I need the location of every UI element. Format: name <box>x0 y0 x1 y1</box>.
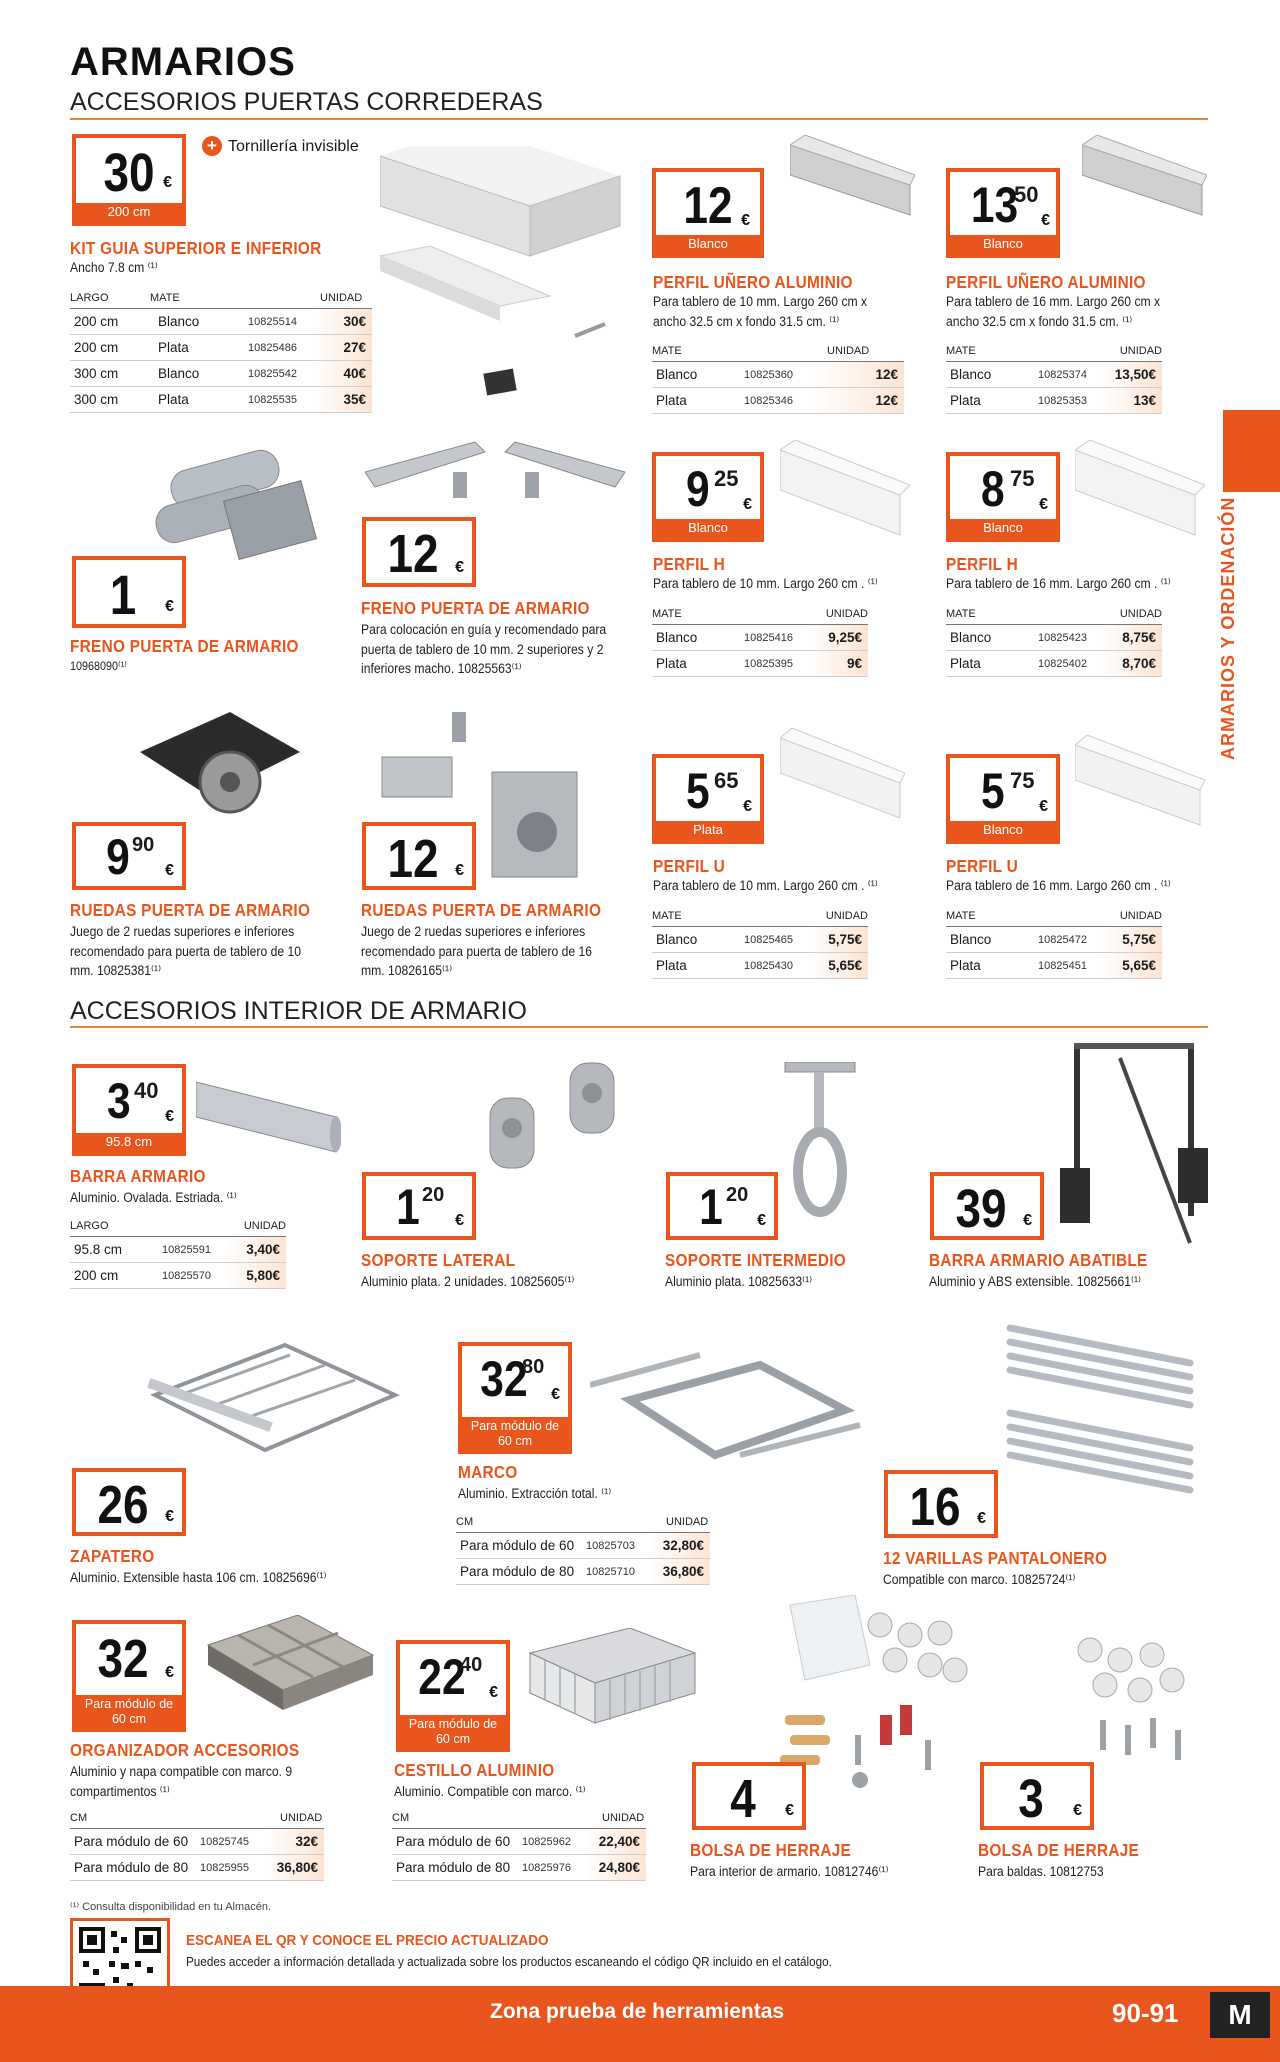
table-perfil-h-10: MATE UNIDAD Blanco 10825416 9,25€ Plata 10825395 9€ <box>652 608 868 677</box>
price-tag-zapatero: 26 € <box>72 1468 186 1536</box>
table-row: Blanco 10825374 13,50€ <box>946 362 1162 388</box>
product-title-varillas: 12 VARILLAS PANTALONERO <box>883 1548 1108 1568</box>
product-desc-perfil-u-10: Para tablero de 10 mm. Largo 260 cm . ⁽¹⁾ <box>653 878 878 893</box>
product-title-cestillo: CESTILLO ALUMINIO <box>394 1760 555 1780</box>
product-title-perfil-unero-10: PERFIL UÑERO ALUMINIO <box>653 272 853 292</box>
badge-tornilleria: Tornillería invisible <box>228 138 359 155</box>
qr-title: ESCANEA EL QR Y CONOCE EL PRECIO ACTUALIZADO <box>186 1932 549 1949</box>
product-desc-varillas: Compatible con marco. 10825724⁽¹⁾ <box>883 1572 1076 1587</box>
table-perfil-u-10: MATE UNIDAD Blanco 10825465 5,75€ Plata 10825430 5,65€ <box>652 910 868 979</box>
page-title: ARMARIOS <box>70 40 296 84</box>
freno-pair-image <box>365 432 635 512</box>
table-row: Plata 10825402 8,70€ <box>946 651 1162 677</box>
table-row: 95.8 cm 10825591 3,40€ <box>70 1237 286 1263</box>
table-row: Plata 10825346 12€ <box>652 388 904 414</box>
product-desc-bolsa-interior: Para interior de armario. 10812746⁽¹⁾ <box>690 1864 889 1879</box>
perfil-unero-image <box>790 135 915 230</box>
table-row: Plata 10825395 9€ <box>652 651 868 677</box>
marco-image <box>590 1345 870 1475</box>
product-desc-marco: Aluminio. Extracción total. ⁽¹⁾ <box>458 1486 612 1501</box>
product-title-soporte-intermedio: SOPORTE INTERMEDIO <box>665 1250 847 1270</box>
table-row: Para módulo de 60 10825962 22,40€ <box>392 1829 646 1855</box>
product-title-perfil-u-10: PERFIL U <box>653 856 725 876</box>
price-tag-freno-12: 12 € <box>362 517 476 587</box>
table-perfil-unero-10: MATE UNIDAD Blanco 10825360 12€ Plata 10825346 12€ <box>652 345 904 414</box>
table-perfil-h-16: MATE UNIDAD Blanco 10825423 8,75€ Plata 10825402 8,70€ <box>946 608 1162 677</box>
perfil-unero-16-image <box>1082 135 1207 230</box>
soporte-intermedio-image <box>780 1062 870 1222</box>
price-tag-bolsa-interior: 4 € <box>692 1762 806 1830</box>
product-title-freno-1: FRENO PUERTA DE ARMARIO <box>70 636 299 656</box>
product-desc-cestillo: Aluminio. Compatible con marco. ⁽¹⁾ <box>394 1784 586 1799</box>
section-title-correderas: ACCESORIOS PUERTAS CORREDERAS <box>70 88 543 116</box>
price-tag-soporte-intermedio: 1 20 € <box>666 1172 778 1240</box>
zapatero-image <box>135 1335 405 1485</box>
product-desc-organizador: Aluminio y napa compatible con marco. 9 compartimentos ⁽¹⁾ <box>70 1764 293 1799</box>
price-tag-soporte-lateral: 1 20 € <box>362 1172 476 1240</box>
product-desc-perfil-unero-16: Para tablero de 16 mm. Largo 260 cm x ancho 32.5 cm x fondo 31.5 cm. ⁽¹⁾ <box>946 294 1161 329</box>
product-title-perfil-unero-16: PERFIL UÑERO ALUMINIO <box>946 272 1146 292</box>
product-title-marco: MARCO <box>458 1462 518 1482</box>
table-row: Plata 10825430 5,65€ <box>652 953 868 979</box>
price-tag-freno-1: 1 € <box>72 556 186 628</box>
product-desc-perfil-h-10: Para tablero de 10 mm. Largo 260 cm . ⁽¹⁾ <box>653 576 878 591</box>
section-divider <box>70 118 1208 120</box>
product-desc-zapatero: Aluminio. Extensible hasta 106 cm. 10825696⁽¹⁾ <box>70 1570 327 1585</box>
product-title-organizador: ORGANIZADOR ACCESORIOS <box>70 1740 300 1760</box>
side-label: ARMARIOS Y ORDENACIÓN <box>1218 496 1238 760</box>
brand-logo: M <box>1210 1992 1270 2038</box>
cestillo-image <box>520 1628 700 1728</box>
side-tab <box>1223 410 1280 492</box>
table-marco: CM UNIDAD Para módulo de 60 10825703 32,80€ Para módulo de 80 10825710 36,80€ <box>456 1516 710 1585</box>
section-title-interior: ACCESORIOS INTERIOR DE ARMARIO <box>70 997 528 1025</box>
table-row: Plata 10825451 5,65€ <box>946 953 1162 979</box>
price-tag-perfil-unero-10: 12 € Blanco <box>652 168 764 258</box>
table-kit-guia: LARGO MATE UNIDAD 200 cm Blanco 10825514 30€ 200 cm Plata 10825486 27€ 300 cm Blanco 10825542 40€ 300 cm Plata 10825535 35€ <box>70 292 372 413</box>
table-perfil-unero-16: MATE UNIDAD Blanco 10825374 13,50€ Plata 10825353 13€ <box>946 345 1162 414</box>
table-row: Para módulo de 60 10825703 32,80€ <box>456 1533 710 1559</box>
product-desc-barra-armario: Aluminio. Ovalada. Estriada. ⁽¹⁾ <box>70 1190 237 1205</box>
product-desc-freno-1: 10968090⁽¹⁾ <box>70 659 127 673</box>
product-title-perfil-h-16: PERFIL H <box>946 554 1018 574</box>
barra-abatible-image <box>1060 1038 1210 1248</box>
product-title-freno-12: FRENO PUERTA DE ARMARIO <box>361 598 590 618</box>
product-desc-soporte-lateral: Aluminio plata. 2 unidades. 10825605⁽¹⁾ <box>361 1274 575 1289</box>
price-tag-ruedas-16: 12 € <box>362 822 476 890</box>
product-title-ruedas-10: RUEDAS PUERTA DE ARMARIO <box>70 900 311 920</box>
perfil-h-image <box>780 440 910 540</box>
footer-bar <box>0 1986 1280 2062</box>
product-desc-kit-guia: Ancho 7.8 cm ⁽¹⁾ <box>70 260 158 275</box>
price-tag-barra-abatible: 39 € <box>930 1172 1044 1240</box>
price-tag-varillas: 16 € <box>884 1470 998 1538</box>
varillas-image <box>1000 1318 1200 1498</box>
bolsa-baldas-image <box>1060 1630 1200 1780</box>
footer-center-text: Zona prueba de herramientas <box>490 2000 785 2023</box>
price-tag-marco: 32 80 € Para módulo de 60 cm <box>458 1342 572 1454</box>
table-perfil-u-16: MATE UNIDAD Blanco 10825472 5,75€ Plata 10825451 5,65€ <box>946 910 1162 979</box>
table-row: Blanco 10825472 5,75€ <box>946 927 1162 953</box>
plus-icon: + <box>202 136 222 156</box>
price-tag-perfil-h-16: 8 75 € Blanco <box>946 452 1060 542</box>
product-title-bolsa-interior: BOLSA DE HERRAJE <box>690 1840 852 1860</box>
organizador-image <box>198 1615 378 1715</box>
barra-image <box>196 1072 341 1162</box>
price-tag-perfil-u-10: 5 65 € Plata <box>652 754 764 844</box>
product-desc-ruedas-16: Juego de 2 ruedas superiores e inferiores recomendado para puerta de tablero de 16 mm. 10826165⁽¹⁾ <box>361 924 593 979</box>
price-tag-barra-armario: 3 40 € 95.8 cm <box>72 1064 186 1156</box>
price-tag-perfil-h-10: 9 25 € Blanco <box>652 452 764 542</box>
price-tag-perfil-unero-16: 13 50 € Blanco <box>946 168 1060 258</box>
table-row: Para módulo de 80 10825710 36,80€ <box>456 1559 710 1585</box>
perfil-u-16-image <box>1075 735 1210 830</box>
product-desc-ruedas-10: Juego de 2 ruedas superiores e inferiores recomendado para puerta de tablero de 10 mm. 10825381⁽¹⁾ <box>70 924 302 979</box>
qr-text: Puedes acceder a información detallada y actualizada sobre los productos escaneando el código QR incluido en el catálogo. <box>186 1954 832 1969</box>
table-row: Para módulo de 80 10825976 24,80€ <box>392 1855 646 1881</box>
table-row: 300 cm Blanco 10825542 40€ <box>70 361 372 387</box>
product-desc-soporte-intermedio: Aluminio plata. 10825633⁽¹⁾ <box>665 1274 813 1289</box>
perfil-u-image <box>780 728 905 823</box>
page-numbers: 90-91 <box>1112 1998 1179 2028</box>
product-title-perfil-u-16: PERFIL U <box>946 856 1018 876</box>
perfil-h-16-image <box>1075 440 1205 540</box>
section-divider <box>70 1026 1208 1028</box>
product-desc-freno-12: Para colocación en guía y recomendado para puerta de tablero de 10 mm. 2 superiores y 2 inferiores macho. 10825563⁽¹⁾ <box>361 622 607 677</box>
table-barra-armario: LARGO UNIDAD 95.8 cm 10825591 3,40€ 200 cm 10825570 5,80€ <box>70 1220 286 1289</box>
product-desc-perfil-unero-10: Para tablero de 10 mm. Largo 260 cm x ancho 32.5 cm x fondo 31.5 cm. ⁽¹⁾ <box>653 294 868 329</box>
table-row: 200 cm Plata 10825486 27€ <box>70 335 372 361</box>
product-desc-barra-abatible: Aluminio y ABS extensible. 10825661⁽¹⁾ <box>929 1274 1141 1289</box>
product-title-barra-armario: BARRA ARMARIO <box>70 1166 206 1186</box>
product-title-ruedas-16: RUEDAS PUERTA DE ARMARIO <box>361 900 602 920</box>
table-row: Para módulo de 60 10825745 32€ <box>70 1829 324 1855</box>
price-tag-ruedas-10: 9 90 € <box>72 822 186 890</box>
table-row: Plata 10825353 13€ <box>946 388 1162 414</box>
table-row: Blanco 10825465 5,75€ <box>652 927 868 953</box>
price-tag-kit-guia: 30 € 200 cm <box>72 134 186 226</box>
price-tag-cestillo: 22 40 € Para módulo de 60 cm <box>396 1640 510 1752</box>
footnote: ⁽¹⁾ Consulta disponibilidad en tu Almacén. <box>70 1901 272 1913</box>
table-row: 300 cm Plata 10825535 35€ <box>70 387 372 413</box>
product-desc-perfil-u-16: Para tablero de 16 mm. Largo 260 cm . ⁽¹⁾ <box>946 878 1171 893</box>
table-row: Blanco 10825423 8,75€ <box>946 625 1162 651</box>
product-title-kit-guia: KIT GUIA SUPERIOR E INFERIOR <box>70 238 322 258</box>
table-cestillo: CM UNIDAD Para módulo de 60 10825962 22,40€ Para módulo de 80 10825976 24,80€ <box>392 1812 646 1881</box>
table-row: Blanco 10825416 9,25€ <box>652 625 868 651</box>
product-desc-perfil-h-16: Para tablero de 16 mm. Largo 260 cm . ⁽¹⁾ <box>946 576 1171 591</box>
product-title-zapatero: ZAPATERO <box>70 1546 155 1566</box>
price-tag-perfil-u-16: 5 75 € Blanco <box>946 754 1060 844</box>
table-row: Para módulo de 80 10825955 36,80€ <box>70 1855 324 1881</box>
soporte-lateral-image <box>480 1058 630 1178</box>
price-tag-bolsa-baldas: 3 € <box>980 1762 1094 1830</box>
product-title-soporte-lateral: SOPORTE LATERAL <box>361 1250 516 1270</box>
product-title-bolsa-baldas: BOLSA DE HERRAJE <box>978 1840 1140 1860</box>
kit-guia-image <box>380 146 630 406</box>
table-row: Blanco 10825360 12€ <box>652 362 904 388</box>
table-organizador: CM UNIDAD Para módulo de 60 10825745 32€ Para módulo de 80 10825955 36,80€ <box>70 1812 324 1881</box>
product-title-perfil-h-10: PERFIL H <box>653 554 725 574</box>
product-title-barra-abatible: BARRA ARMARIO ABATIBLE <box>929 1250 1148 1270</box>
product-desc-bolsa-baldas: Para baldas. 10812753 <box>978 1864 1104 1879</box>
table-row: 200 cm Blanco 10825514 30€ <box>70 309 372 335</box>
price-tag-organizador: 32 € Para módulo de 60 cm <box>72 1620 186 1732</box>
table-row: 200 cm 10825570 5,80€ <box>70 1263 286 1289</box>
